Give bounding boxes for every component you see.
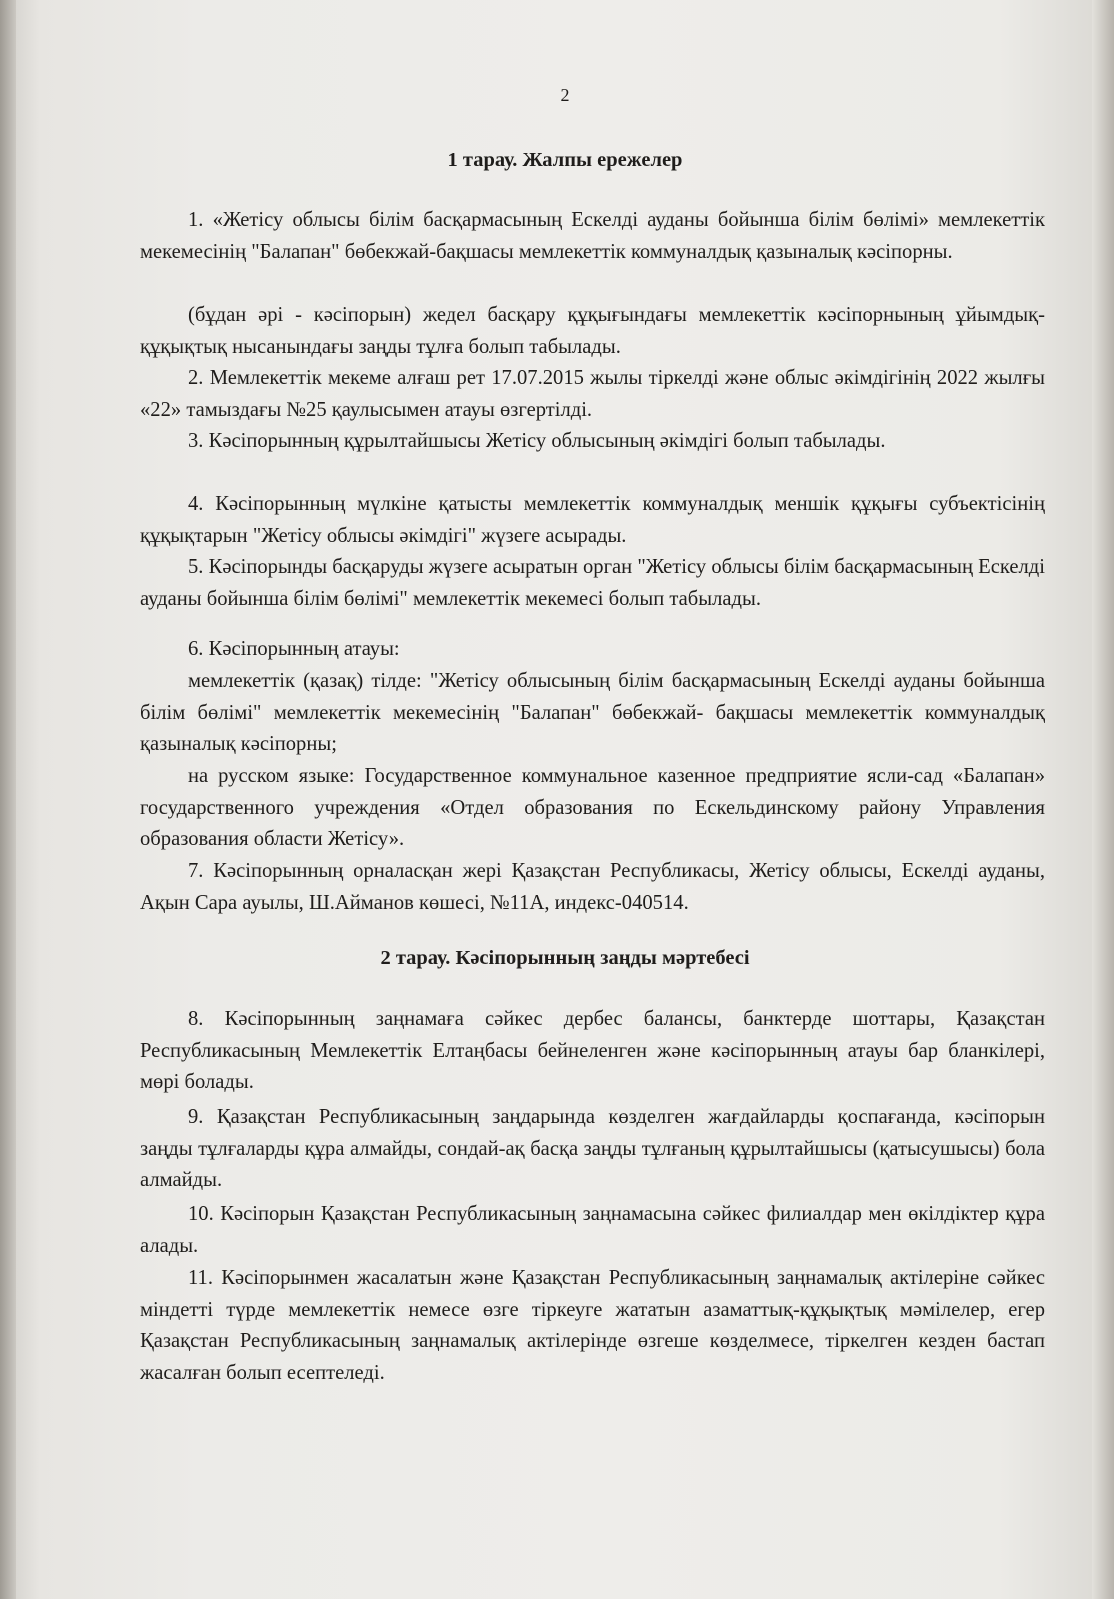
paragraph-8: 8. Кәсіпорынның заңнамаға сәйкес дербес балансы, банктерде шоттары, Қазақстан Республикасының Мемлекеттік Елтаңбасы бейнеленген және кәсіпорынның атауы бар бланкілері, мөрі болады.	[140, 1008, 1045, 1094]
page-number: 2	[560, 85, 570, 105]
paragraph-2: 2. Мемлекеттік мекеме алғаш рет 17.07.2015 жылы тіркелді және облыс әкімдігінің 2022 жылғы «22» тамыздағы №25 қаулысымен атауы өзгертілді.	[140, 367, 1045, 421]
paragraph-3: 3. Кәсіпорынның құрылтайшысы Жетісу облысының әкімдігі болып табылады.	[188, 430, 886, 452]
page-left-shadow	[0, 0, 16, 1599]
paragraph-10: 10. Кәсіпорын Қазақстан Республикасының заңнамасына сәйкес филиалдар мен өкілдіктер құра алады.	[140, 1203, 1045, 1257]
chapter-1-heading: 1 тарау. Жалпы ережелер	[447, 149, 683, 171]
chapter-2-heading: 2 тарау. Кәсіпорынның заңды мәртебесі	[380, 947, 750, 969]
paragraph-6-kazakh-name: мемлекеттік (қазақ) тілде: "Жетісу облысының білім басқармасының Ескелді ауданы бойынша білім бөлімі" мемлекеттік мекемесінің "Балапан" бөбекжай- бақшасы мемлекеттік коммуналдық қазыналық кәсіпорны;	[140, 670, 1045, 756]
paragraph-1: 1. «Жетісу облысы білім басқармасының Ескелді ауданы бойынша білім бөлімі» мемлекеттік мекемесінің "Балапан" бөбекжай-бақшасы мемлекеттік коммуналдық қазыналық кәсіпорны.	[140, 209, 1045, 263]
page-right-shadow	[1092, 0, 1114, 1599]
paragraph-11: 11. Кәсіпорынмен жасалатын және Қазақстан Республикасының заңнамалық актілеріне сәйкес міндетті түрде мемлекеттік немесе өзге тіркеуге жататын азаматтық-құқықтық мәмілелер, егер Қазақстан Республикасының заңнамалық актілерінде өзгеше көзделмесе, тіркелген кезден бастап жасалған болып есептеледі.	[140, 1267, 1045, 1385]
paragraph-7: 7. Кәсіпорынның орналасқан жері Қазақстан Республикасы, Жетісу облысы, Ескелді ауданы, Ақын Сара ауылы, Ш.Айманов көшесі, №11А, индекс-040514.	[140, 860, 1045, 914]
paragraph-9: 9. Қазақстан Республикасының заңдарында көзделген жағдайларды қоспағанда, кәсіпорын заңды тұлғаларды құра алмайды, сондай-ақ басқа заңды тұлғаның құрылтайшысы (қатысушысы) бола алмайды.	[140, 1106, 1045, 1192]
paragraph-6-russian-name: на русском языке: Государственное коммунальное казенное предприятие ясли-сад «Балапан» государственного учреждения «Отдел образования по Ескельдинскому району Управления образования области Жетісу».	[140, 765, 1045, 851]
paragraph-5: 5. Кәсіпорынды басқаруды жүзеге асыратын орган "Жетісу облысы білім басқармасының Ескелді ауданы бойынша білім бөлімі" мемлекеттік мекемесі болып табылады.	[140, 556, 1045, 610]
paragraph-4: 4. Кәсіпорынның мүлкіне қатысты мемлекеттік коммуналдық меншік құқығы субъектісінің құқықтарын "Жетісу облысы әкімдігі" жүзеге асырады.	[140, 493, 1045, 547]
paragraph-6: 6. Кәсіпорынның атауы:	[188, 638, 400, 660]
paragraph-1-cont: (бұдан әрі - кәсіпорын) жедел басқару құқығындағы мемлекеттік кәсіпорнының ұйымдық-құқықтық нысанындағы заңды тұлға болып табылады.	[140, 304, 1045, 358]
